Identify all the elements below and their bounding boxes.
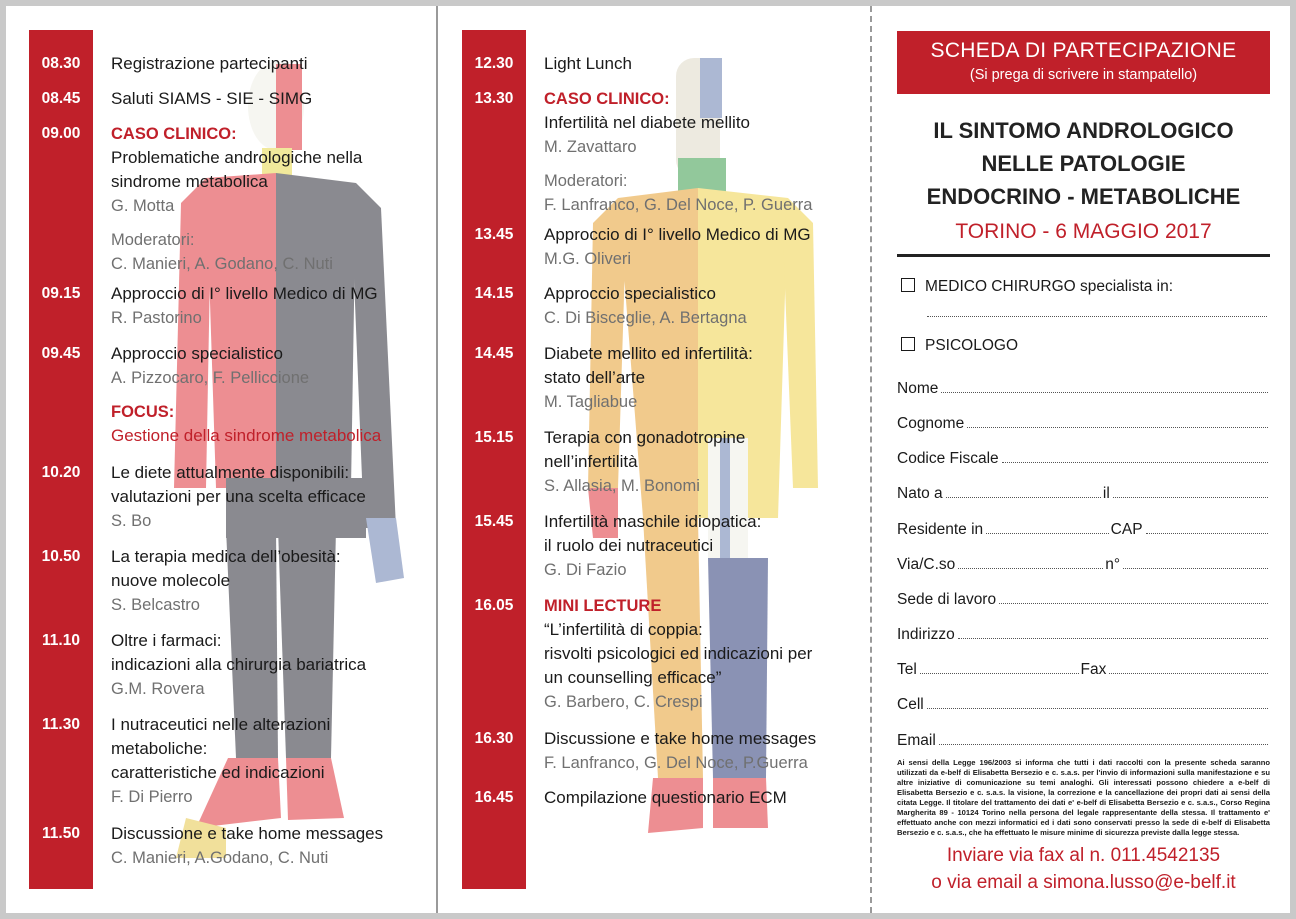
speaker-names: C. Manieri, A.Godano, C. Nuti: [111, 849, 329, 867]
session-title: Diabete mellito ed infertilità:: [544, 344, 753, 363]
session-title: indicazioni alla chirurgia bariatrica: [111, 655, 367, 674]
session-title: Saluti SIAMS - SIE - SIMG: [111, 89, 313, 108]
program-morning-panel: [6, 6, 436, 913]
session-title: metaboliche:: [111, 739, 208, 758]
speaker-names: M. Tagliabue: [544, 393, 638, 411]
form-field-label: Indirizzo: [897, 626, 955, 643]
session-time: 13.30: [474, 90, 514, 107]
session-title: nuove molecole: [111, 571, 231, 590]
session-content: [544, 52, 870, 76]
session-time: 16.45: [474, 789, 514, 806]
session-title: Compilazione questionario ECM: [544, 788, 787, 807]
session-title: il ruolo dei nutraceutici: [544, 536, 714, 555]
checkbox-square[interactable]: [901, 278, 915, 292]
session-time: 13.45: [474, 226, 514, 243]
session-content: [111, 87, 436, 111]
session-time: 15.15: [474, 429, 514, 446]
form-field-label: Cell: [897, 696, 924, 713]
speaker-names: F. Lanfranco, G. Del Noce, P.Guerra: [544, 754, 808, 772]
session-title: caratteristiche ed indicazioni: [111, 763, 325, 782]
session-title: “L’infertilità di coppia:: [544, 620, 703, 639]
form-field-label: Codice Fiscale: [897, 450, 999, 467]
session-title: risvolti psicologici ed indicazioni per: [544, 644, 813, 663]
form-field-blank[interactable]: [939, 743, 1268, 745]
speaker-names: G.M. Rovera: [111, 680, 205, 698]
form-field-blank[interactable]: [941, 391, 1268, 393]
session-label: CASO CLINICO:: [111, 125, 237, 143]
session-content: [544, 282, 870, 330]
form-field-label: Residente in: [897, 521, 984, 538]
speaker-names: F. Di Pierro: [111, 788, 193, 806]
form-field-row[interactable]: [897, 446, 1270, 468]
form-field-label: Email: [897, 732, 936, 749]
session-title: Registrazione partecipanti: [111, 54, 308, 73]
session-time: 16.05: [474, 597, 514, 614]
send-email-line: o via email a simona.lusso@e-belf.it: [931, 872, 1236, 893]
form-field-label: Cognome: [897, 415, 965, 432]
form-field-blank[interactable]: [958, 637, 1268, 639]
form-field-blank[interactable]: [1109, 672, 1268, 674]
session-title: Infertilità maschile idiopatica:: [544, 512, 762, 531]
speaker-names: R. Pastorino: [111, 309, 202, 327]
session-title: Approccio specialistico: [111, 344, 283, 363]
form-field-blank[interactable]: [999, 602, 1268, 604]
speaker-names: M.G. Oliveri: [544, 250, 632, 268]
session-title: Approccio di I° livello Medico di MG: [111, 284, 378, 303]
session-title: stato dell’arte: [544, 368, 646, 387]
form-field-row[interactable]: [897, 657, 1270, 679]
form-field-blank[interactable]: [1113, 496, 1268, 498]
form-field-blank[interactable]: [1123, 567, 1268, 569]
session-content: [111, 52, 436, 76]
speaker-names: G. Barbero, C. Crespi: [544, 693, 703, 711]
session-time: 11.10: [42, 632, 80, 649]
form-field-blank[interactable]: [946, 496, 1101, 498]
session-content: [111, 822, 436, 870]
form-subtitle: (Si prega di scrivere in stampatello): [969, 67, 1198, 83]
brochure-page: [6, 6, 1290, 913]
specialty-dotted-line[interactable]: [927, 316, 1267, 317]
form-field-label: Tel: [897, 661, 917, 678]
form-field-blank[interactable]: [958, 567, 1103, 569]
form-field-row[interactable]: [897, 517, 1270, 539]
session-time: 08.30: [41, 55, 81, 72]
event-place-date: TORINO - 6 MAGGIO 2017: [955, 220, 1212, 243]
time-column-bar: [29, 30, 93, 889]
session-content: [111, 629, 436, 701]
session-title: valutazioni per una scelta efficace: [111, 487, 366, 506]
session-time: 14.45: [474, 345, 514, 362]
form-field-label: Nome: [897, 380, 939, 397]
form-field-label: Fax: [1080, 661, 1107, 678]
program-afternoon-panel: [438, 6, 870, 913]
session-time: 09.15: [41, 285, 81, 302]
session-title: Le diete attualmente disponibili:: [111, 463, 350, 482]
send-instructions: [897, 842, 1270, 896]
form-field-row[interactable]: [897, 481, 1270, 503]
privacy-notice: Ai sensi della Legge 196/2003 si informa che tutti i dati raccolti con la presente scheda saranno utilizzati da e-belf di Elisabetta Bersezio e c. s.a.s. per l'invio di informazioni sulla manifestazione e su altre iniziative di comunicazione su temi analoghi. Gli interessati possono chiedere a e-belf di Elisabetta Bersezio e c. s.a.s. la visione, la correzione e la cancellazione dei propri dati ai sensi della citata Legge. Il titolare del trattamento dei dati e' e-belf di Elisabetta Bersezio e c. s.a.s., Corso Regina Margherita 89 - 10124 Torino nella persona del legale rappresentante della stessa. Il trattamento e' effettuato anche con mezzi informatici ed i dati sono conservati presso la sede di e-belf di Elisabetta Bersezio e c. s.a.s., che ha effettuato le misure minime di sicurezza previste dalla legge stessa.: [897, 758, 1270, 837]
speaker-names: F. Lanfranco, G. Del Noce, P. Guerra: [544, 196, 813, 214]
session-title: Discussione e take home messages: [111, 824, 384, 843]
session-content: [111, 461, 436, 533]
session-time: 09.00: [41, 125, 81, 142]
form-field-blank[interactable]: [986, 532, 1108, 534]
speaker-names: A. Pizzocaro, F. Pelliccione: [111, 369, 310, 387]
form-field-label: il: [1102, 485, 1110, 502]
moderators-label: Moderatori:: [544, 172, 628, 190]
session-title: Oltre i farmaci:: [111, 631, 222, 650]
form-field-label: Via/C.so: [897, 556, 956, 573]
speaker-names: C. Manieri, A. Godano, C. Nuti: [111, 255, 333, 273]
session-label: FOCUS:: [111, 403, 175, 421]
form-field-blank[interactable]: [920, 672, 1079, 674]
event-title: IL SINTOMO ANDROLOGICO NELLE PATOLOGIE ENDOCRINO - METABOLICHE: [926, 118, 1241, 209]
session-content: [544, 727, 870, 775]
session-content: [544, 510, 870, 582]
session-title: I nutraceutici nelle alterazioni: [111, 715, 331, 734]
session-content: [111, 282, 436, 330]
form-field-blank[interactable]: [1002, 461, 1268, 463]
form-field-row[interactable]: [897, 411, 1270, 433]
session-time: 08.45: [41, 90, 81, 107]
form-field-row[interactable]: [897, 552, 1270, 574]
send-fax-line: Inviare via fax al n. 011.4542135: [946, 845, 1221, 866]
checkbox-psicologo[interactable]: PSICOLOGO: [901, 337, 1018, 355]
header-rule: [897, 254, 1270, 257]
session-content: [111, 122, 436, 276]
form-header: [897, 31, 1270, 94]
session-title: Gestione della sindrome metabolica: [111, 426, 382, 445]
speaker-names: G. Di Fazio: [544, 561, 627, 579]
session-content: [111, 713, 436, 809]
session-time: 09.45: [41, 345, 81, 362]
form-field-row[interactable]: [897, 728, 1270, 750]
form-field-label: CAP: [1110, 521, 1143, 538]
form-field-blank[interactable]: [1146, 532, 1268, 534]
session-title: Infertilità nel diabete mellito: [544, 113, 751, 132]
speaker-names: S. Belcastro: [111, 596, 200, 614]
form-field-label: Sede di lavoro: [897, 591, 997, 608]
speaker-names: M. Zavattaro: [544, 138, 637, 156]
speaker-names: S. Bo: [111, 512, 152, 530]
session-time: 10.20: [41, 464, 81, 481]
session-title: Discussione e take home messages: [544, 729, 817, 748]
form-field-row[interactable]: [897, 692, 1270, 714]
time-column-bar: [462, 30, 526, 889]
session-content: [544, 786, 870, 810]
session-time: 16.30: [474, 730, 514, 747]
session-title: Approccio specialistico: [544, 284, 716, 303]
form-field-row[interactable]: [897, 622, 1270, 644]
checkbox-medico[interactable]: MEDICO CHIRURGO specialista in:: [901, 278, 1173, 296]
session-label: CASO CLINICO:: [544, 90, 670, 108]
session-label: MINI LECTURE: [544, 597, 662, 615]
session-content: [544, 87, 870, 217]
session-title: Problematiche andrologiche nella: [111, 148, 363, 167]
session-time: 11.50: [42, 825, 80, 842]
registration-form-panel: [872, 6, 1290, 913]
moderators-label: Moderatori:: [111, 231, 195, 249]
session-content: [111, 545, 436, 617]
session-content: [544, 426, 870, 498]
speaker-names: G. Motta: [111, 197, 175, 215]
speaker-names: C. Di Bisceglie, A. Bertagna: [544, 309, 747, 327]
session-content: [111, 342, 436, 448]
session-time: 12.30: [474, 55, 514, 72]
form-field-label: n°: [1105, 556, 1121, 573]
session-content: [544, 594, 870, 714]
session-title: sindrome metabolica: [111, 172, 268, 191]
checkbox-square[interactable]: [901, 337, 915, 351]
session-title: Terapia con gonadotropine: [544, 428, 746, 447]
session-content: [544, 223, 870, 271]
session-title: Approccio di I° livello Medico di MG: [544, 225, 811, 244]
form-field-label: Nato a: [897, 485, 943, 502]
form-field-row[interactable]: [897, 376, 1270, 398]
form-field-row[interactable]: [897, 587, 1270, 609]
session-title: La terapia medica dell’obesità:: [111, 547, 341, 566]
session-time: 14.15: [474, 285, 514, 302]
form-field-blank[interactable]: [927, 707, 1268, 709]
session-time: 11.30: [42, 716, 80, 733]
session-title: un counselling efficace”: [544, 668, 722, 687]
session-title: nell’infertilità: [544, 452, 638, 471]
form-field-blank[interactable]: [967, 426, 1268, 428]
form-title: SCHEDA DI PARTECIPAZIONE: [930, 39, 1237, 62]
session-time: 15.45: [474, 513, 514, 530]
session-content: [544, 342, 870, 414]
session-time: 10.50: [41, 548, 81, 565]
session-title: Light Lunch: [544, 54, 632, 73]
speaker-names: S. Allasia, M. Bonomi: [544, 477, 700, 495]
